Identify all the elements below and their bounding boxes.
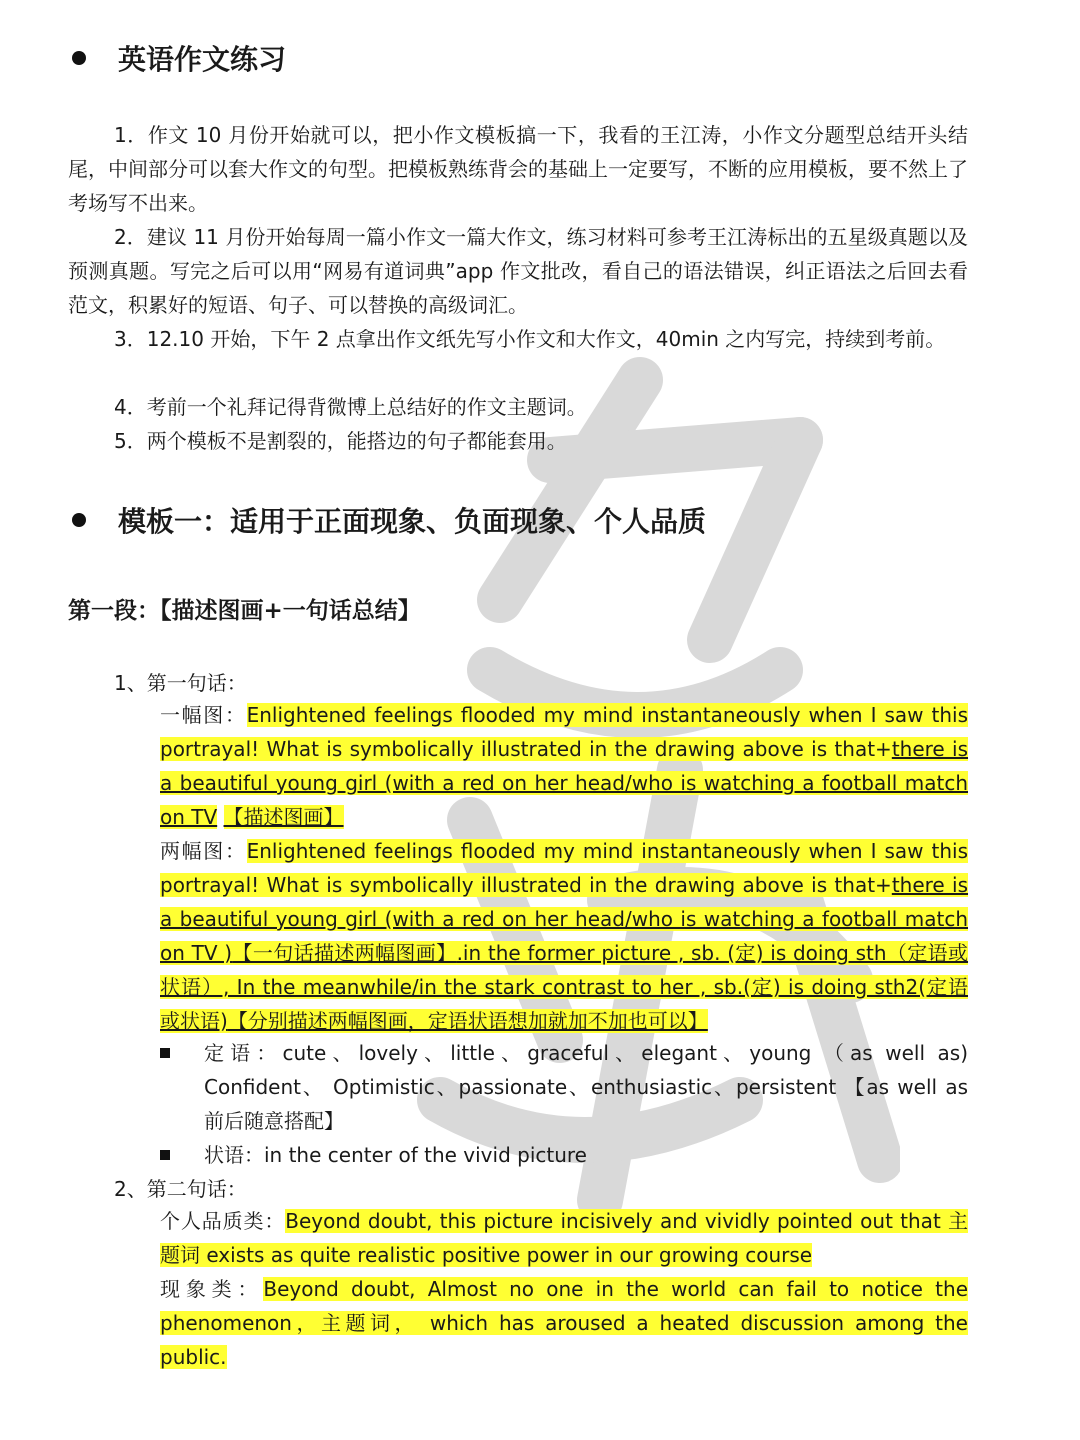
heading-text: 英语作文练习 bbox=[118, 43, 287, 76]
heading-text: 模板一：适用于正面现象、负面现象、个人品质 bbox=[118, 505, 707, 538]
two-picture-text-b: there is a beautiful young girl (with a red on her head/who is watching a football match on TV ) bbox=[160, 873, 969, 965]
bullet-dot-icon bbox=[72, 513, 86, 527]
two-picture-label: 两幅图： bbox=[160, 839, 247, 863]
tip-2: 2．建议 11 月份开始每周一篇小作文一篇大作文，练习材料可参考王江涛标出的五星级真题以及预测真题。写完之后可以用“网易有道词典”app 作文批改，看自己的语法错误，纠正语法之后回去看范文，积累好的短语、句子、可以替换的高级词汇。 bbox=[68, 225, 968, 317]
tip-4: 4．考前一个礼拜记得背微博上总结好的作文主题词。 bbox=[114, 395, 587, 419]
one-picture-label: 一幅图： bbox=[160, 703, 247, 727]
phenomenon-template bbox=[68, 1272, 968, 1374]
tip-5: 5．两个模板不是割裂的，能搭边的句子都能套用。 bbox=[114, 429, 567, 453]
quality-label: 个人品质类： bbox=[160, 1209, 286, 1233]
bullet-adverbial-text: 状语：in the center of the vivid picture bbox=[204, 1143, 587, 1167]
quality-template bbox=[114, 1204, 968, 1272]
bullet-dot-icon bbox=[72, 51, 86, 65]
bullet-attributive-text: 定语：cute、lovely、little、graceful、elegant、young （as well as) Confident、 Optimistic、passionate、enthusiastic、persistent 【as well as 前后随意搭配】 bbox=[204, 1041, 968, 1133]
tip-3: 3．12.10 开始，下午 2 点拿出作文纸先写小作文和大作文，40min 之内写完，持续到考前。 bbox=[114, 327, 946, 351]
two-picture-text-a: Enlightened feelings flooded my mind instantaneously when I saw this portrayal! What is symbolically illustrated in the drawing above is that+ bbox=[160, 839, 969, 897]
sentence-2-label: 2、第二句话： bbox=[114, 1177, 247, 1201]
two-picture-note-2: 【分别描述两幅图画，定语状语想加就加不加也可以】 bbox=[227, 1009, 708, 1033]
phenomenon-label: 现象类： bbox=[160, 1277, 264, 1301]
one-picture-text-a: Enlightened feelings flooded my mind instantaneously when I saw this portrayal! What is symbolically illustrated in the drawing above is that+ bbox=[160, 703, 969, 761]
section-paragraph-one: 第一段：【描述图画+一句话总结】 bbox=[68, 598, 421, 624]
square-bullet-icon bbox=[160, 1048, 170, 1058]
bullet-adverbial bbox=[160, 1138, 968, 1172]
one-picture-text-b: there is a beautiful young girl (with a red on her head/who is watching a football match on TV bbox=[160, 737, 969, 829]
two-picture-template bbox=[114, 834, 968, 1038]
heading-template-one bbox=[68, 500, 706, 540]
square-bullet-icon bbox=[160, 1150, 170, 1160]
bullet-attributive bbox=[160, 1036, 968, 1138]
phenomenon-text: Beyond doubt, Almost no one in the world can fail to notice the phenomenon，主题词， which has aroused a heated discussion among the public. bbox=[160, 1277, 968, 1369]
sentence-1-label: 1、第一句话： bbox=[114, 671, 247, 695]
one-picture-template bbox=[114, 698, 968, 834]
heading-essay-practice bbox=[68, 38, 286, 78]
quality-text: Beyond doubt, this picture incisively and vividly pointed out that 主题词 exists as quite realistic positive power in our growing course bbox=[160, 1209, 969, 1267]
two-picture-note-1: 【一句话描述两幅图画】 bbox=[232, 941, 457, 965]
tip-1: 1．作文 10 月份开始就可以，把小作文模板搞一下，我看的王江涛，小作文分题型总结开头结尾，中间部分可以套大作文的句型。把模板熟练背会的基础上一定要写，不断的应用模板，要不然上了考场写不出来。 bbox=[68, 123, 968, 215]
two-picture-text-d: .in the former picture , sb. (定) is doing sth（定语或状语）, In the meanwhile/in the stark contrast to her , sb.(定) is doing sth2(定语或状语) bbox=[160, 941, 969, 1033]
one-picture-note: 【描述图画】 bbox=[223, 805, 344, 829]
